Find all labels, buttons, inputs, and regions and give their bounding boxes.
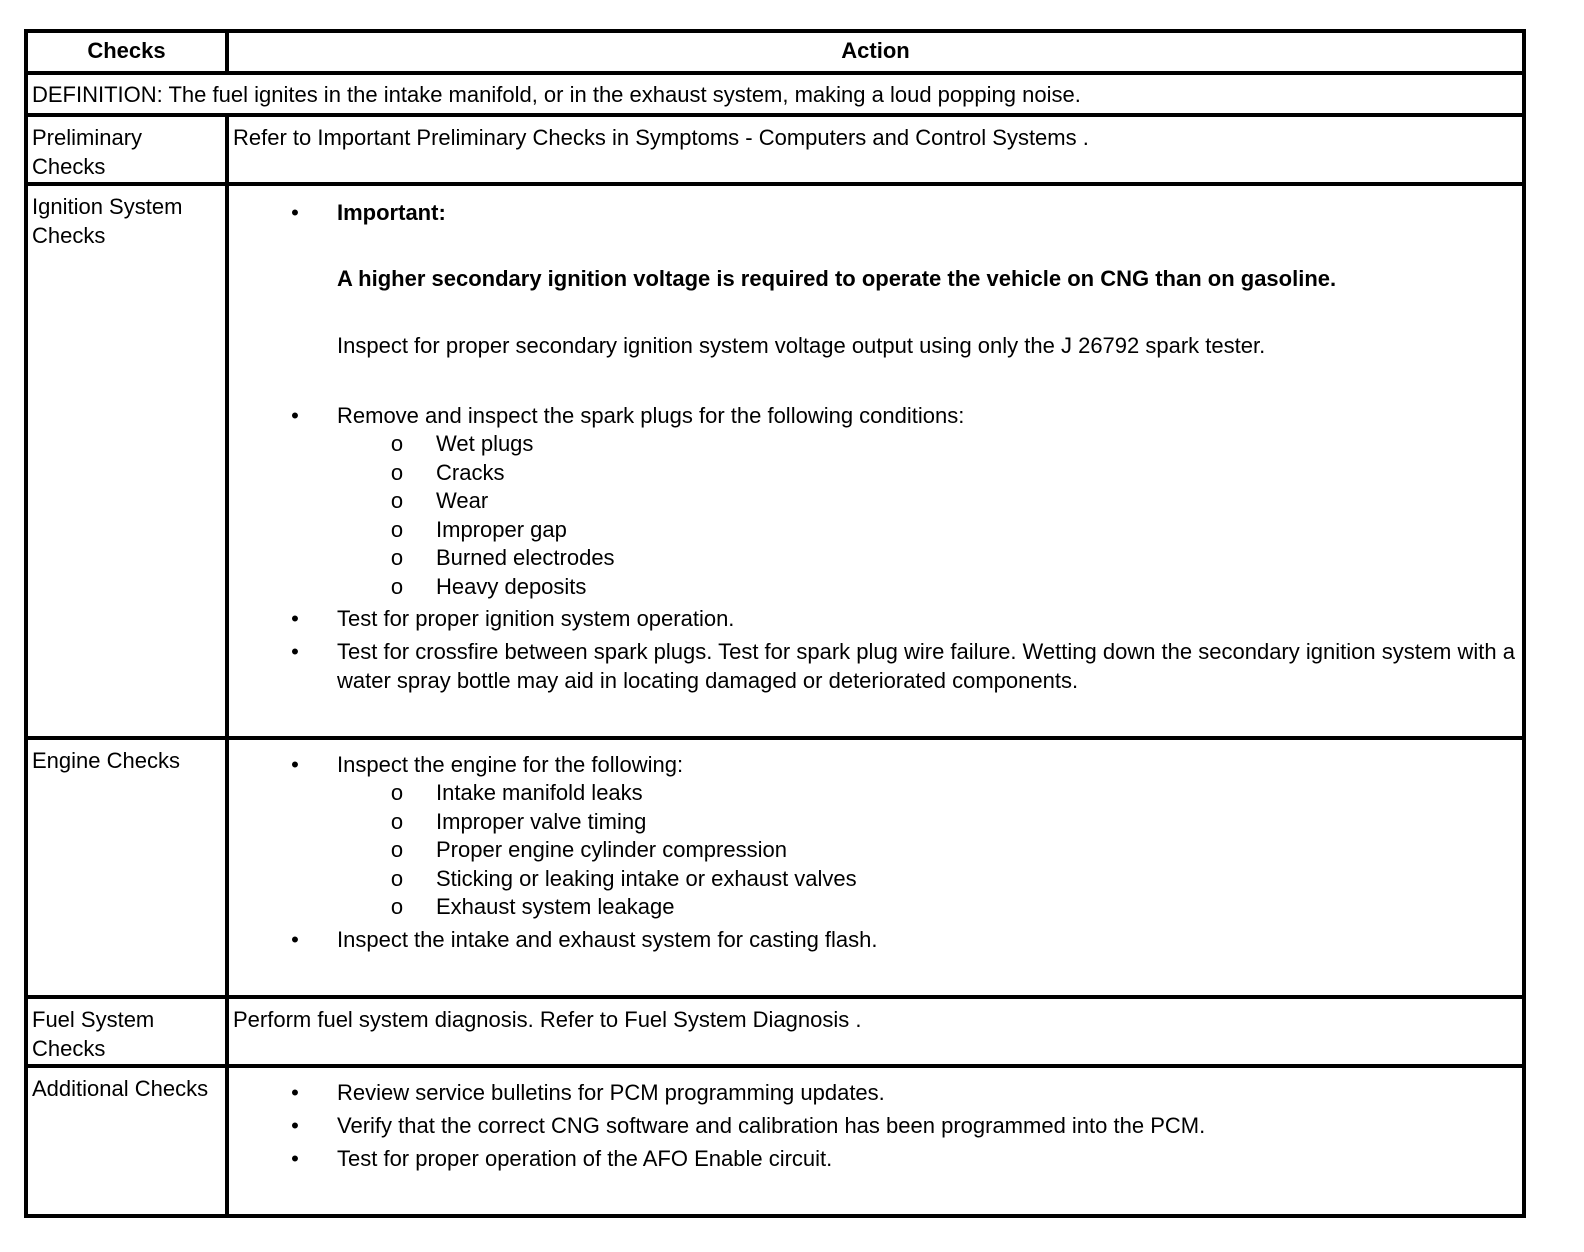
engine-item-text: Sticking or leaking intake or exhaust valves [436,865,857,891]
bullet-icon: • [291,606,299,631]
engine-item-text: Exhaust system leakage [436,894,675,919]
list-item [337,836,1518,865]
circle-bullet-icon: o [390,573,404,599]
inspect-voltage-text: Inspect for proper secondary ignition system voltage output using only the J 26792 spark tester. [337,333,1266,358]
fuel-action: Perform fuel system diagnosis. Refer to Fuel System Diagnosis . [233,1007,862,1032]
bullet-icon: • [291,752,299,777]
ignition-action [229,186,1522,736]
preliminary-action: Refer to Important Preliminary Checks in Symptoms - Computers and Control Systems . [233,125,1089,150]
table-row-fuel [28,995,1522,1064]
list-item [233,401,1518,601]
circle-bullet-icon: o [390,808,404,834]
list-item [233,1111,1518,1140]
table-row-additional [28,1064,1522,1214]
bullet-icon: • [291,1080,299,1105]
list-item [233,1078,1518,1107]
additional-item-text: Verify that the correct CNG software and calibration has been programmed into the PCM. [337,1113,1206,1138]
engine-items-list [337,779,1518,922]
engine-action [229,740,1522,995]
list-item [337,430,1518,459]
list-item [337,516,1518,545]
casting-flash-text: Inspect the intake and exhaust system for casting flash. [337,926,878,952]
list-item [233,925,1518,954]
table-header-row [28,33,1522,71]
additional-item-text: Review service bulletins for PCM programming updates. [337,1080,885,1105]
list-item [337,779,1518,808]
condition-text: Burned electrodes [436,545,615,570]
preliminary-label: Preliminary Checks [28,117,229,182]
remove-plugs-text: Remove and inspect the spark plugs for the following conditions: [337,403,965,428]
list-item [233,750,1518,922]
condition-text: Improper gap [436,516,567,542]
additional-action [229,1068,1522,1214]
table-row-ignition [28,182,1522,736]
fuel-label: Fuel System Checks [28,999,229,1064]
diagnostic-table [24,29,1526,1218]
bullet-icon: • [291,403,299,428]
bullet-icon: • [291,639,299,664]
list-item [337,893,1518,922]
condition-text: Cracks [436,459,505,485]
engine-item-text: Proper engine cylinder compression [436,837,787,862]
definition-text: DEFINITION: The fuel ignites in the intake manifold, or in the exhaust system, making a loud popping noise. [32,82,1081,107]
circle-bullet-icon: o [390,780,404,805]
ignition-label: Ignition System Checks [28,186,229,736]
circle-bullet-icon: o [390,459,404,485]
circle-bullet-icon: o [390,431,404,456]
additional-bullet-list [233,1078,1518,1173]
list-item [233,604,1518,633]
condition-text: Wet plugs [436,431,534,456]
list-item [233,198,1518,360]
bullet-icon: • [291,1146,299,1171]
important-text: A higher secondary ignition voltage is required to operate the vehicle on CNG than on gasoline. [337,266,1337,291]
circle-bullet-icon: o [390,488,404,513]
engine-bullet-list [233,750,1518,954]
list-item [337,865,1518,894]
header-action: Action [841,38,910,63]
additional-label: Additional Checks [28,1068,229,1214]
engine-item-text: Intake manifold leaks [436,780,643,805]
bullet-icon: • [291,200,299,225]
engine-label: Engine Checks [28,740,229,995]
conditions-list [337,430,1518,601]
list-item [233,637,1518,695]
engine-inspect-text: Inspect the engine for the following: [337,752,684,777]
important-label: Important: [337,200,446,225]
list-item [337,808,1518,837]
engine-item-text: Improper valve timing [436,808,647,834]
test-crossfire-text: Test for crossfire between spark plugs. Test for spark plug wire failure. Wetting down the secondary ignition system with a water spray bottle may aid in locating damaged or deteriorated components. [337,639,1515,693]
list-item [337,487,1518,516]
bullet-icon: • [291,926,299,952]
list-item [233,1144,1518,1173]
additional-item-text: Test for proper operation of the AFO Enable circuit. [337,1146,833,1171]
circle-bullet-icon: o [390,545,404,570]
circle-bullet-icon: o [390,865,404,891]
list-item [337,459,1518,488]
circle-bullet-icon: o [390,894,404,919]
list-item [337,573,1518,602]
condition-text: Wear [436,488,489,513]
circle-bullet-icon: o [390,837,404,862]
condition-text: Heavy deposits [436,573,587,599]
ignition-bullet-list [233,198,1518,695]
table-row-preliminary [28,113,1522,182]
circle-bullet-icon: o [390,516,404,542]
bullet-icon: • [291,1113,299,1138]
list-item [337,544,1518,573]
definition-row [28,71,1522,113]
header-checks: Checks [28,33,229,71]
table-row-engine [28,736,1522,995]
test-operation-text: Test for proper ignition system operation. [337,606,735,631]
